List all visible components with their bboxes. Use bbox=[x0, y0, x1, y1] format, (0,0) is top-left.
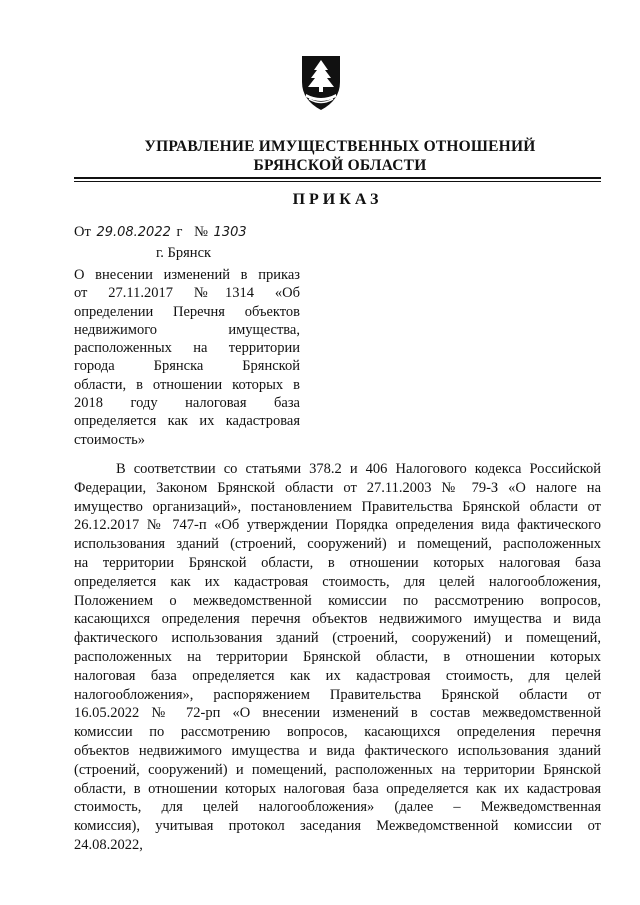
header-divider-thin bbox=[74, 181, 601, 182]
date-prefix: От bbox=[74, 224, 91, 240]
body-line: 26.12.2017 № 747-п «Об утверждении Порядка определения вида фактического bbox=[74, 517, 601, 534]
body-line: объектов недвижимого имущества и вида фактического использования зданий bbox=[74, 742, 601, 759]
body-line: расположенных на территории Брянской области, в отношении которых bbox=[74, 648, 601, 665]
header-divider bbox=[74, 177, 601, 179]
body-line: комиссии по рассмотрению вопросов, касающихся определения перечня bbox=[74, 724, 601, 741]
date-number-line bbox=[74, 224, 249, 246]
subject-line: определяется как их кадастровая bbox=[74, 413, 300, 430]
coat-of-arms-icon bbox=[298, 52, 344, 114]
body-line: стоимость, для целей налогообложения» (далее – Межведомственная bbox=[74, 799, 601, 816]
number-prefix: № bbox=[194, 224, 208, 240]
body-line: использования зданий (строений, сооружений) и помещений, расположенных bbox=[74, 536, 601, 553]
subject-line: от 27.11.2017 №1314 «Об bbox=[74, 285, 300, 302]
body-line: фактического использования зданий (строений, сооружений) и помещений, bbox=[74, 630, 601, 647]
year-suffix: г bbox=[176, 224, 183, 240]
body-line: Федерации, Законом Брянской области от 27.11.2003 № 79-З «О налоге на bbox=[74, 479, 601, 496]
body-line: определяется как их кадастровая стоимость, для целей налогообложения, bbox=[74, 573, 601, 590]
body-line: В соответствии со статьями 378.2 и 406 Налогового кодекса Российской bbox=[116, 461, 601, 477]
body-line: 24.08.2022, bbox=[74, 836, 143, 853]
subject-line: определении Перечня объектов bbox=[74, 303, 300, 320]
body-line: (строений, сооружений) и помещений, расположенных на территории Брянской bbox=[74, 761, 601, 778]
org-line-2: БРЯНСКОЙ ОБЛАСТИ bbox=[253, 157, 427, 174]
order-subject bbox=[74, 266, 300, 449]
body-line: имущество организаций», постановлением Правительства Брянской области от bbox=[74, 498, 601, 515]
handwritten-number: 1303 bbox=[213, 225, 247, 240]
body-line: на территории Брянской области, в отношении которых налоговая база bbox=[74, 554, 601, 571]
body-line: касающихся определения перечня объектов недвижимого имущества и вида bbox=[74, 611, 601, 628]
body-line: области, в отношении которых налоговая база определяется как их кадастровая bbox=[74, 780, 601, 797]
org-line-1: УПРАВЛЕНИЕ ИМУЩЕСТВЕННЫХ ОТНОШЕНИЙ bbox=[144, 138, 536, 155]
body-line: Положением о межведомственной комиссии по рассмотрению вопросов, bbox=[74, 592, 601, 609]
subject-line: области, в отношении которых в bbox=[74, 376, 300, 393]
organization-name bbox=[80, 137, 600, 175]
body-line: комиссия), учитывая протокол заседания Межведомственной комиссии от bbox=[74, 818, 601, 835]
body-line: налогообложения», распоряжением Правительства Брянской области от bbox=[74, 686, 601, 703]
subject-line: недвижимого имущества, bbox=[74, 321, 300, 338]
subject-line: 2018 году налоговая база bbox=[74, 395, 300, 412]
subject-line: стоимость» bbox=[74, 431, 146, 448]
order-body bbox=[74, 460, 601, 855]
subject-line: города Брянска Брянской bbox=[74, 358, 300, 375]
body-line: 16.05.2022 № 72-рп «О внесении изменений в состав межведомственной bbox=[74, 705, 601, 722]
body-line: налоговая база определяется как их кадастровая стоимость, для целей bbox=[74, 667, 601, 684]
document-type: ПРИКАЗ bbox=[292, 191, 383, 208]
handwritten-date: 29.08.2022 bbox=[96, 225, 171, 240]
city: г. Брянск bbox=[156, 245, 212, 261]
subject-line: О внесении изменений в приказ bbox=[74, 267, 300, 283]
subject-line: расположенных на территории bbox=[74, 340, 300, 357]
